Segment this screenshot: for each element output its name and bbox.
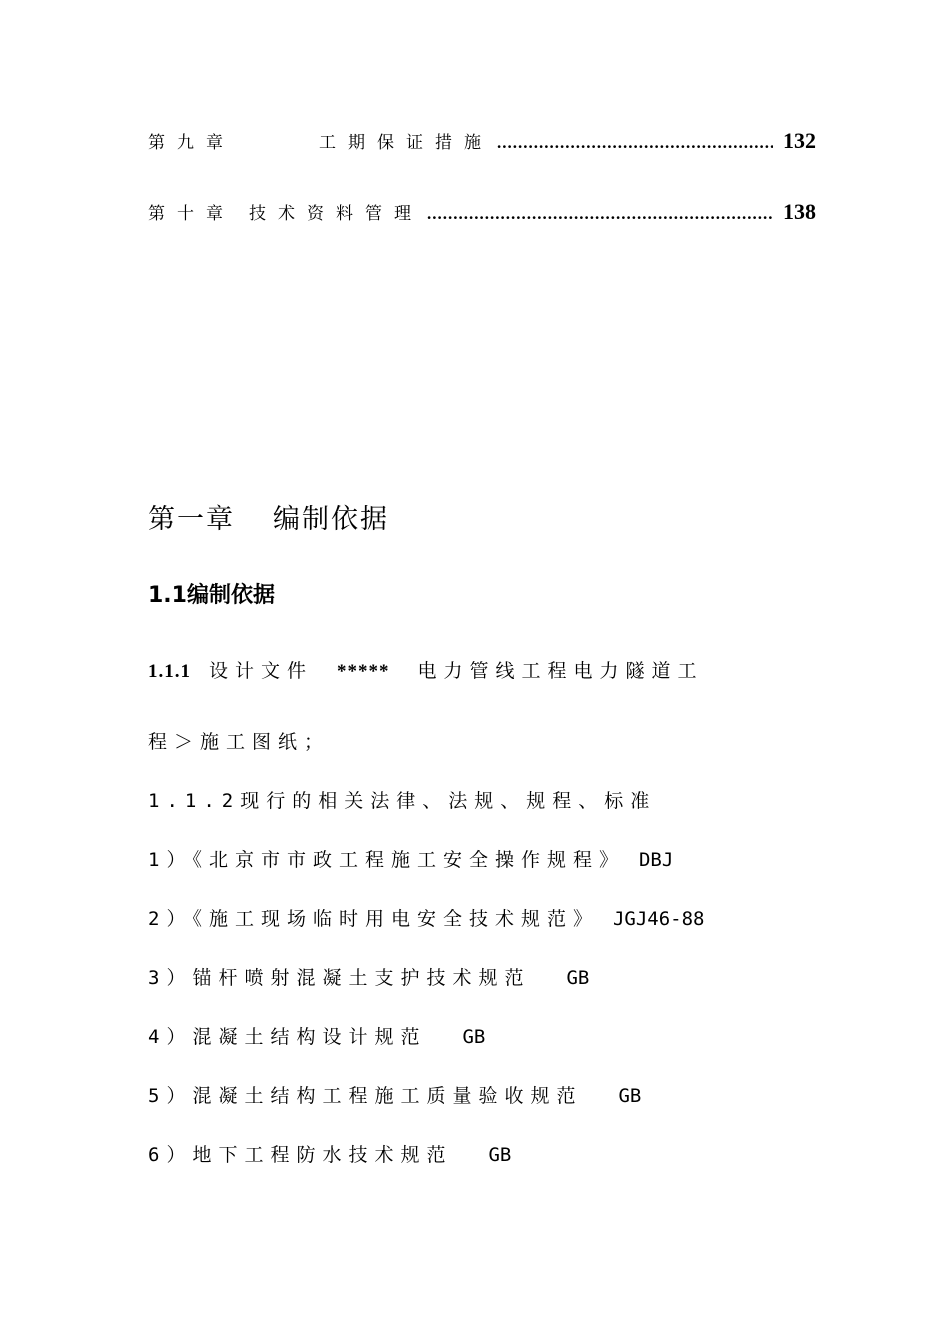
toc-entry-chapter-9[interactable] bbox=[148, 128, 816, 154]
standard-item-6 bbox=[148, 1140, 511, 1167]
section-heading: 1.1编制依据 bbox=[148, 583, 275, 608]
standard-name: 5）混凝土结构工程施工质量验收规范 bbox=[148, 1085, 583, 1107]
standard-item-4 bbox=[148, 1022, 485, 1049]
standard-item-5 bbox=[148, 1081, 641, 1108]
standard-code: GB bbox=[462, 1026, 486, 1048]
standard-item-1 bbox=[148, 845, 673, 872]
toc-chapter-title: 技术资料管理 bbox=[249, 204, 423, 224]
redacted-project-name: ***** bbox=[337, 661, 390, 682]
toc-entry-chapter-10[interactable] bbox=[148, 199, 816, 225]
standard-code: GB bbox=[618, 1085, 642, 1107]
chapter-heading bbox=[148, 497, 389, 536]
standard-item-2 bbox=[148, 904, 704, 931]
item-1-1-1-line-2: 程＞施工图纸； bbox=[148, 731, 331, 753]
standard-code: GB bbox=[488, 1144, 512, 1166]
standard-name: 3）锚杆喷射混凝土支护技术规范 bbox=[148, 967, 531, 989]
chapter-title: 编制依据 bbox=[273, 504, 389, 535]
toc-chapter-number: 第九章 bbox=[148, 133, 235, 153]
standard-name: 4）混凝土结构设计规范 bbox=[148, 1026, 427, 1048]
standard-name: 1）《北京市市政工程施工安全操作规程》 bbox=[148, 849, 625, 871]
item-text: 电力管线工程电力隧道工 bbox=[417, 660, 704, 682]
toc-page-number: 132 bbox=[783, 128, 816, 153]
item-1-1-1-line-1 bbox=[148, 656, 704, 683]
toc-dot-leader bbox=[427, 204, 773, 224]
standard-name: 6）地下工程防水技术规范 bbox=[148, 1144, 453, 1166]
standard-code: JGJ46-88 bbox=[612, 908, 705, 930]
toc-page-number: 138 bbox=[783, 199, 816, 224]
toc-chapter-number: 第十章 bbox=[148, 204, 235, 224]
item-label: 设计文件 bbox=[209, 660, 314, 682]
standard-code: DBJ bbox=[638, 849, 674, 871]
item-1-1-2: 1.1.2现行的相关法律、法规、规程、标准 bbox=[148, 790, 657, 812]
standard-item-3 bbox=[148, 963, 589, 990]
standard-code: GB bbox=[566, 967, 590, 989]
toc-chapter-title: 工期保证措施 bbox=[319, 133, 493, 153]
toc-dot-leader bbox=[497, 133, 773, 153]
chapter-number: 第一章 bbox=[148, 504, 235, 535]
item-number: 1.1.1 bbox=[148, 661, 191, 682]
standard-name: 2）《施工现场临时用电安全技术规范》 bbox=[148, 908, 599, 930]
